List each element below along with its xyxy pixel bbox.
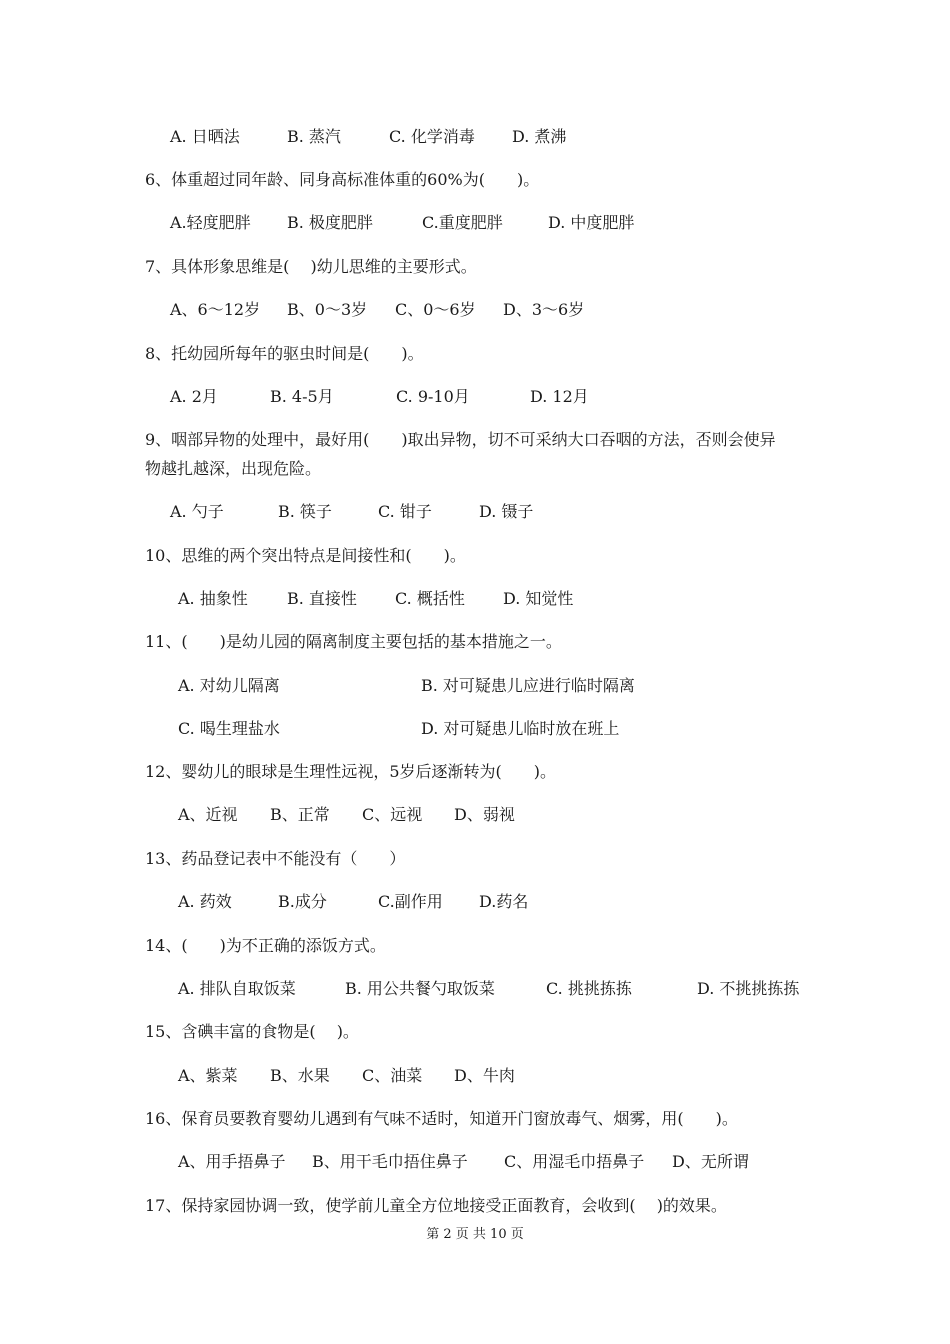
- q10-option-d: D. 知觉性: [503, 589, 574, 608]
- q6-option-c: C.重度肥胖: [422, 213, 503, 232]
- q5-option-a: A. 日晒法: [170, 127, 240, 146]
- q13-option-b: B.成分: [278, 892, 327, 911]
- q14-text: 14、( )为不正确的添饭方式。: [145, 936, 386, 955]
- q8-option-b: B. 4-5月: [270, 387, 334, 406]
- q8-option-d: D. 12月: [530, 387, 589, 406]
- q5-option-b: B. 蒸汽: [287, 127, 341, 146]
- q6-option-b: B. 极度肥胖: [287, 213, 373, 232]
- q5-option-c: C. 化学消毒: [389, 127, 475, 146]
- q12-option-d: D、弱视: [454, 805, 515, 824]
- q7-option-d: D、3～6岁: [503, 300, 585, 319]
- q10-option-c: C. 概括性: [395, 589, 465, 608]
- q12-option-c: C、远视: [362, 805, 423, 824]
- q14-option-a: A. 排队自取饭菜: [178, 979, 296, 998]
- q14-option-d: D. 不挑挑拣拣: [697, 979, 800, 998]
- q14-option-b: B. 用公共餐勺取饭菜: [345, 979, 495, 998]
- q11-option-d: D. 对可疑患儿临时放在班上: [421, 719, 620, 738]
- q16-option-b: B、用干毛巾捂住鼻子: [312, 1152, 468, 1171]
- q15-option-c: C、油菜: [362, 1066, 423, 1085]
- q9-text-line1: 9、咽部异物的处理中，最好用( )取出异物，切不可采纳大口吞咽的方法，否则会使异: [145, 430, 776, 449]
- q13-text: 13、药品登记表中不能没有（ ）: [145, 849, 406, 868]
- q7-option-b: B、0～3岁: [287, 300, 368, 319]
- q16-option-c: C、用湿毛巾捂鼻子: [504, 1152, 645, 1171]
- q7-option-a: A、6～12岁: [170, 300, 261, 319]
- q16-text: 16、保育员要教育婴幼儿遇到有气味不适时，知道开门窗放毒气、烟雾，用( )。: [145, 1109, 738, 1128]
- q10-text: 10、思维的两个突出特点是间接性和( )。: [145, 546, 466, 565]
- q8-option-a: A. 2月: [170, 387, 218, 406]
- q15-option-b: B、水果: [270, 1066, 330, 1085]
- q9-option-c: C. 钳子: [378, 502, 432, 521]
- q13-option-c: C.副作用: [378, 892, 443, 911]
- q15-option-a: A、紫菜: [178, 1066, 238, 1085]
- q9-option-b: B. 筷子: [278, 502, 332, 521]
- q7-option-c: C、0～6岁: [395, 300, 476, 319]
- q6-option-a: A.轻度肥胖: [170, 213, 251, 232]
- q15-option-d: D、牛肉: [454, 1066, 515, 1085]
- q7-text: 7、具体形象思维是( )幼儿思维的主要形式。: [145, 257, 477, 276]
- q11-text: 11、( )是幼儿园的隔离制度主要包括的基本措施之一。: [145, 632, 562, 651]
- q6-text: 6、体重超过同年龄、同身高标准体重的60%为( )。: [145, 170, 540, 189]
- q12-text: 12、婴幼儿的眼球是生理性远视，5岁后逐渐转为( )。: [145, 762, 557, 781]
- q6-option-d: D. 中度肥胖: [548, 213, 635, 232]
- q16-option-a: A、用手捂鼻子: [178, 1152, 286, 1171]
- q13-option-a: A. 药效: [178, 892, 232, 911]
- q12-option-b: B、正常: [270, 805, 330, 824]
- q9-option-d: D. 镊子: [479, 502, 534, 521]
- q9-option-a: A. 勺子: [170, 502, 224, 521]
- q16-option-d: D、无所谓: [672, 1152, 749, 1171]
- q15-text: 15、含碘丰富的食物是( )。: [145, 1022, 359, 1041]
- q11-option-a: A. 对幼儿隔离: [178, 676, 280, 695]
- q10-option-b: B. 直接性: [287, 589, 357, 608]
- q11-option-c: C. 喝生理盐水: [178, 719, 280, 738]
- q17-text: 17、保持家园协调一致，使学前儿童全方位地接受正面教育，会收到( )的效果。: [145, 1196, 727, 1215]
- q5-option-d: D. 煮沸: [512, 127, 567, 146]
- q12-option-a: A、近视: [178, 805, 238, 824]
- q11-option-b: B. 对可疑患儿应进行临时隔离: [421, 676, 635, 695]
- q9-text-line2: 物越扎越深，出现危险。: [145, 459, 322, 478]
- page-number-footer: 第 2 页 共 10 页: [426, 1227, 524, 1242]
- q10-option-a: A. 抽象性: [178, 589, 248, 608]
- q8-option-c: C. 9-10月: [396, 387, 470, 406]
- q14-option-c: C. 挑挑拣拣: [546, 979, 632, 998]
- q13-option-d: D.药名: [479, 892, 529, 911]
- q8-text: 8、托幼园所每年的驱虫时间是( )。: [145, 344, 424, 363]
